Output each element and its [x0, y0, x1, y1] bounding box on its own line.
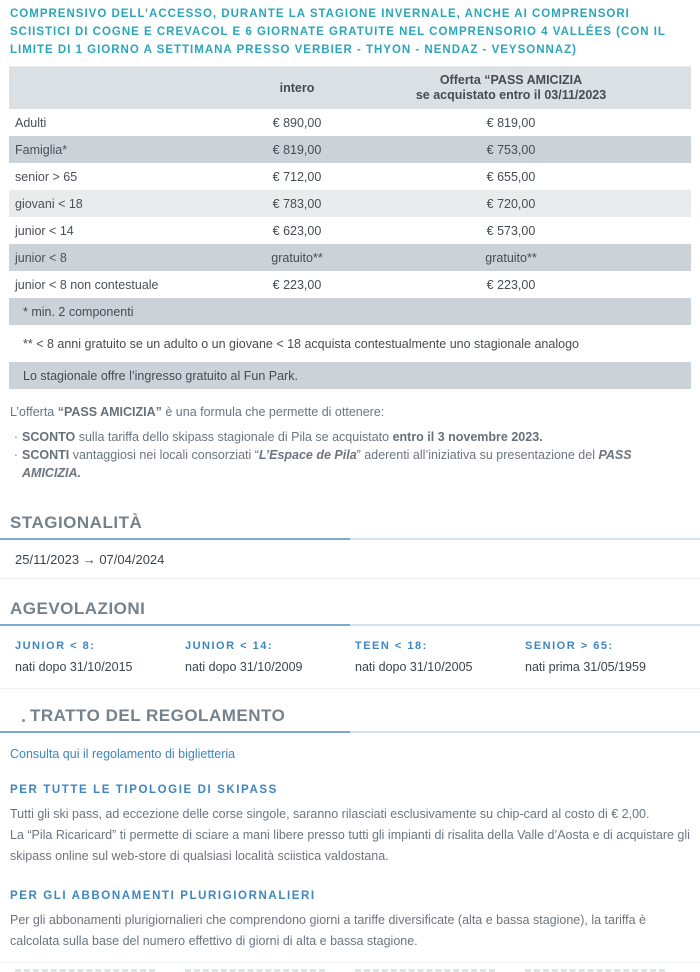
regolamento-section — [0, 706, 700, 972]
table-row — [9, 244, 691, 271]
row-label: Famiglia* — [15, 142, 68, 157]
bullet-dot-icon: · — [13, 430, 19, 444]
multiday-heading: PER GLI ABBONAMENTI PLURIGIORNALIERI — [10, 890, 316, 902]
table-header-intero: intero — [279, 81, 315, 95]
season-date-range: 25/11/2023 → 07/04/2024 — [0, 540, 700, 579]
row-price-intero: € 890,00 — [272, 115, 322, 130]
row-price-offerta: gratuito** — [485, 250, 537, 265]
table-row — [9, 271, 691, 298]
row-label: Adulti — [15, 115, 47, 130]
bullet-text — [22, 446, 690, 482]
skipass-types-paragraph-line1: Tutti gli ski pass, ad eccezione delle corse singole, saranno rilasciati esclusivamente su chip-card al costo di € 2,00. — [10, 807, 650, 821]
table-row — [9, 109, 691, 136]
bullet-text — [22, 428, 543, 446]
bullet-italic-pass: PASS AMICIZIA. — [22, 448, 632, 480]
stagionalita-title: STAGIONALITÀ — [10, 513, 143, 532]
bullet-italic-espace: L’Espace de Pila — [258, 448, 357, 462]
agevolazione-value: nati dopo 31/10/2015 — [15, 660, 133, 674]
stagionalita-section — [0, 513, 700, 579]
row-price-intero: gratuito** — [271, 250, 323, 265]
offer-bullet-list — [10, 428, 690, 482]
row-price-offerta: € 573,00 — [486, 223, 536, 238]
bullet-bold: SCONTO — [22, 430, 76, 444]
agevolazione-label: JUNIOR < 8: — [15, 640, 96, 652]
row-price-intero: € 223,00 — [272, 277, 322, 292]
bullet-plain: ” aderenti all’iniziativa su presentazione del — [356, 448, 599, 462]
offer-intro-prefix: L’offerta — [10, 405, 58, 419]
intro-paragraph: COMPRENSIVO DELL’ACCESSO, DURANTE LA STAGIONE INVERNALE, ANCHE AI COMPRENSORI SCIISTICI DI COGNE E CREVACOL E 6 GIORNATE GRATUITE NEL COMPRENSORIO 4 VALLÉES (CON IL LIMITE DI 1 GIORNO A SETTIMANA PRESSO VERBIER - THYON - NENDAZ - VEYSONNAZ) — [10, 8, 666, 56]
pass-amicizia-offer — [10, 405, 690, 482]
bullet-dot-icon: · — [13, 448, 19, 462]
row-label: giovani < 18 — [15, 196, 83, 211]
agevolazione-label: TEEN < 18: — [355, 640, 428, 652]
funpark-note: Lo stagionale offre l’ingresso gratuito al Fun Park. — [9, 362, 691, 389]
agevolazioni-grid — [0, 626, 700, 689]
agevolazione-junior14 — [185, 640, 355, 674]
row-label: junior < 8 non contestuale — [15, 277, 159, 292]
regolamento-title: TRATTO DEL REGOLAMENTO — [10, 706, 690, 726]
row-label: junior < 8 — [15, 250, 67, 265]
multiday-paragraph: Per gli abbonamenti plurigiornalieri che comprendono giorni a tariffe diversificate (alta e bassa stagione), la tariffa è calcolata sulla base del numero effettivo di giorni di alta e bassa stagione. — [10, 913, 647, 948]
row-price-intero: € 819,00 — [272, 142, 322, 157]
section-underline — [0, 731, 700, 733]
bullet-plain: vantaggiosi nei locali consorziati “ — [69, 448, 259, 462]
row-price-offerta: € 655,00 — [486, 169, 536, 184]
row-price-intero: € 623,00 — [272, 223, 322, 238]
table-header-row — [9, 67, 691, 109]
row-price-offerta: € 753,00 — [486, 142, 536, 157]
offer-bullet-sconto — [10, 428, 690, 446]
bullet-bold: SCONTI — [22, 448, 70, 462]
row-price-intero: € 712,00 — [272, 169, 322, 184]
table-footnote-min-components: * min. 2 componenti — [9, 298, 691, 325]
regolamento-link[interactable]: Consulta qui il regolamento di biglietteria — [10, 747, 236, 761]
row-price-intero: € 783,00 — [272, 196, 322, 211]
table-header-offerta-line1: Offerta “PASS AMICIZIA — [439, 73, 583, 87]
offer-intro-suffix: è una formula che permette di ottenere: — [161, 405, 385, 419]
skipass-types-paragraph-line2: La “Pila Ricaricard” ti permette di sciare a mani libere presso tutti gli impianti di risalita della Valle d’Aosta e di acquistare gli skipass online sul web-store di qualsiasi località sciistica valdostana. — [10, 828, 690, 863]
table-header-offerta-line2: se acquistato entro il 03/11/2023 — [415, 88, 607, 102]
agevolazioni-title: AGEVOLAZIONI — [10, 599, 146, 618]
row-price-offerta: € 720,00 — [486, 196, 536, 211]
table-row — [9, 190, 691, 217]
table-row — [9, 163, 691, 190]
agevolazione-junior8 — [15, 640, 185, 674]
skipass-types-heading: PER TUTTE LE TIPOLOGIE DI SKIPASS — [10, 784, 278, 796]
table-row — [9, 217, 691, 244]
agevolazione-value: nati dopo 31/10/2005 — [355, 660, 473, 674]
season-price-table — [9, 66, 691, 389]
table-header-offerta — [413, 73, 609, 103]
offer-intro-line — [10, 405, 690, 419]
offer-bullet-sconti — [10, 446, 690, 482]
agevolazione-value: nati prima 31/05/1959 — [525, 660, 646, 674]
agevolazione-value: nati dopo 31/10/2009 — [185, 660, 303, 674]
table-row — [9, 136, 691, 163]
bullet-bold-date: entro il 3 novembre 2023. — [392, 430, 543, 444]
table-footnote-junior-free: ** < 8 anni gratuito se un adulto o un giovane < 18 acquista contestualmente uno stagionale analogo — [9, 325, 691, 362]
row-price-offerta: € 819,00 — [486, 115, 536, 130]
agevolazione-teen18 — [355, 640, 525, 674]
agevolazione-label: JUNIOR < 14: — [185, 640, 273, 652]
offer-name: “PASS AMICIZIA” — [57, 405, 162, 419]
bottom-divider — [0, 962, 700, 963]
agevolazioni-section — [0, 599, 700, 689]
bullet-plain: sulla tariffa dello skipass stagionale di Pila se acquistato — [75, 430, 393, 444]
agevolazione-senior65 — [525, 640, 695, 674]
agevolazione-label: SENIOR > 65: — [525, 640, 614, 652]
row-label: junior < 14 — [15, 223, 74, 238]
row-price-offerta: € 223,00 — [486, 277, 536, 292]
row-label: senior > 65 — [15, 169, 78, 184]
